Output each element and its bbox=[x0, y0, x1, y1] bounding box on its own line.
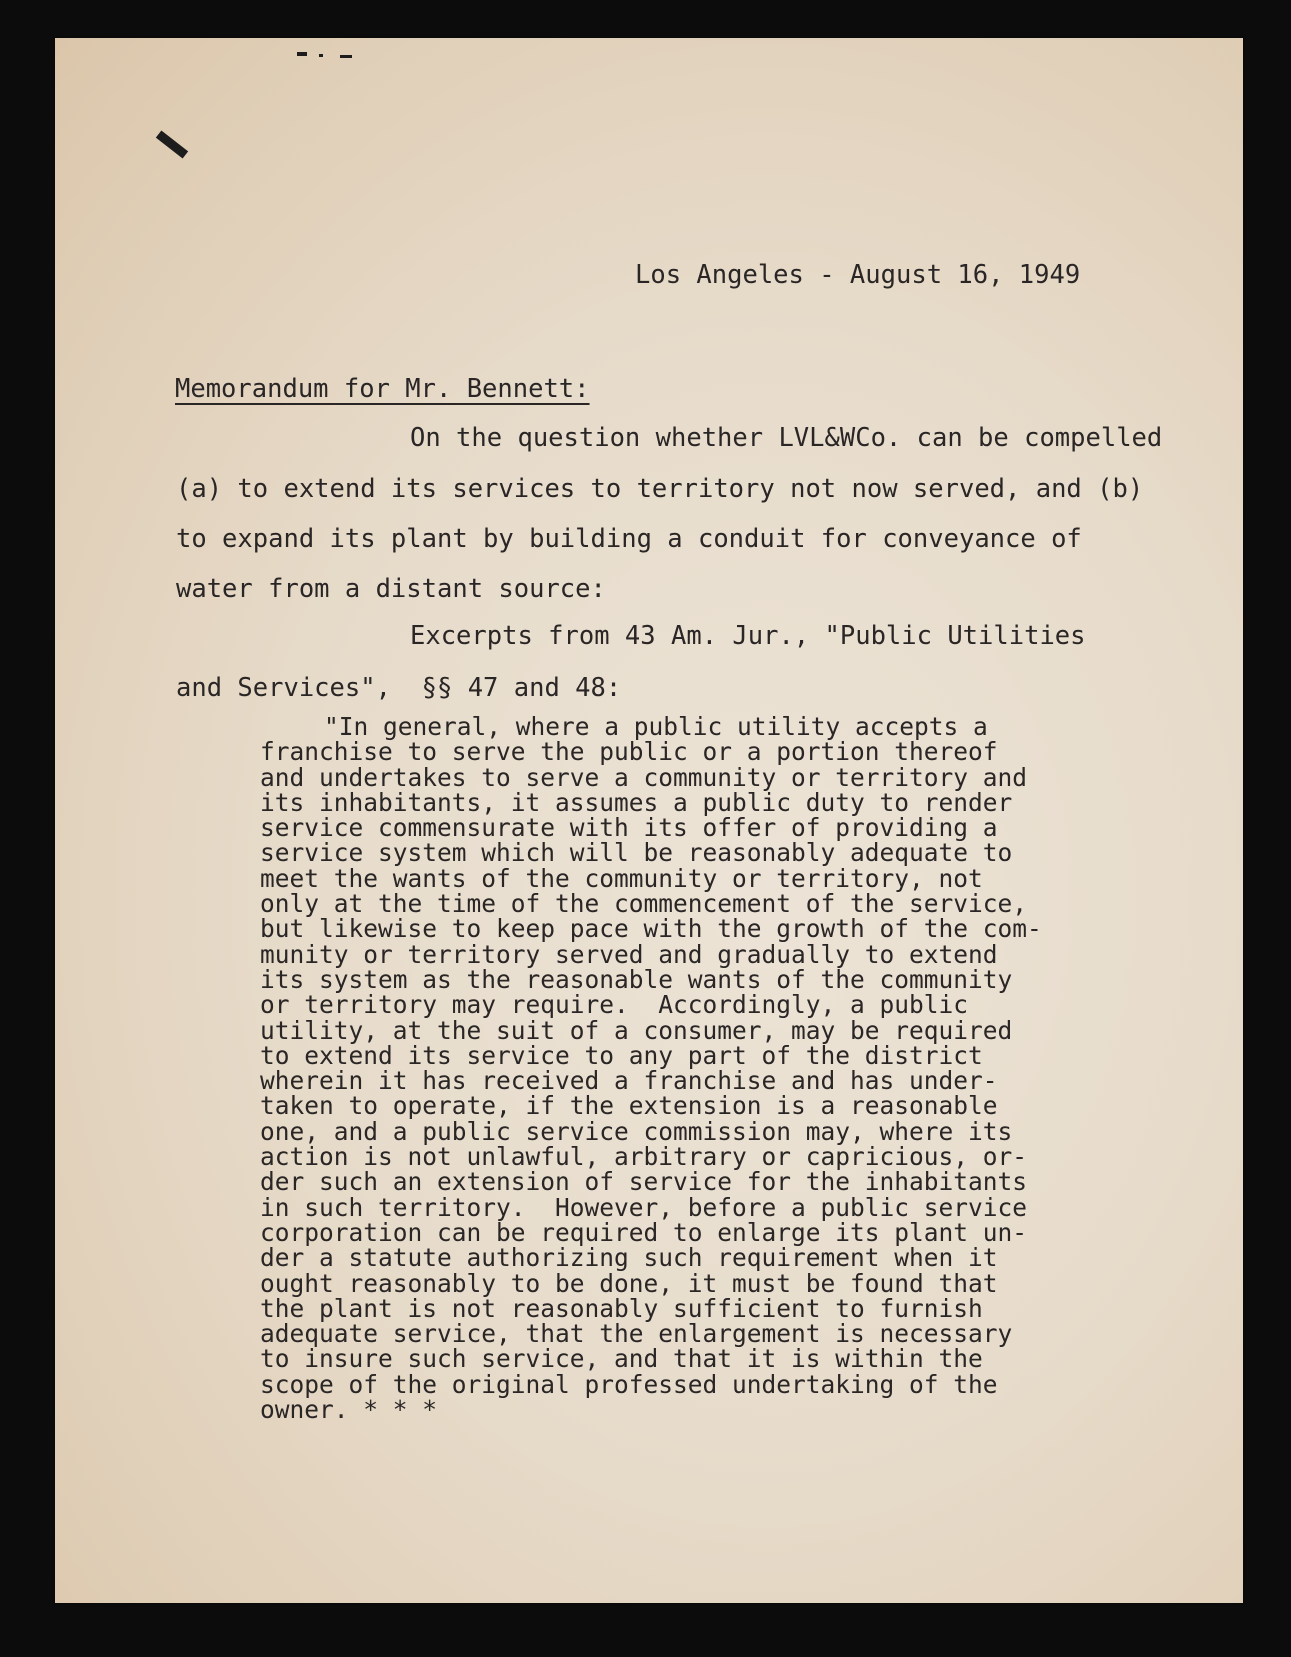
quote-line: only at the time of the commencement of the service, bbox=[260, 889, 1028, 919]
quote-line: corporation can be required to enlarge its plant un- bbox=[260, 1217, 1028, 1247]
document-page bbox=[55, 38, 1243, 1603]
quote-line: adequate service, that the enlargement is necessary bbox=[260, 1319, 1013, 1349]
paragraph-line: and Services", §§ 47 and 48: bbox=[176, 673, 622, 703]
quote-line: action is not unlawful, arbitrary or capricious, or- bbox=[260, 1142, 1028, 1172]
quote-line: its system as the reasonable wants of the community bbox=[260, 964, 1013, 994]
quote-line: munity or territory served and gradually to extend bbox=[260, 939, 998, 969]
quote-line: one, and a public service commission may, where its bbox=[260, 1116, 1013, 1146]
paragraph-line: Excerpts from 43 Am. Jur., "Public Utilities bbox=[410, 621, 1086, 651]
quote-line: its inhabitants, it assumes a public duty to render bbox=[260, 787, 1013, 817]
quote-line: service commensurate with its offer of providing a bbox=[260, 813, 998, 843]
quote-line: in such territory. However, before a public service bbox=[260, 1192, 1028, 1222]
quote-line: wherein it has received a franchise and has under- bbox=[260, 1066, 998, 1096]
place-date: Los Angeles - August 16, 1949 bbox=[635, 260, 1081, 290]
quote-line: der a statute authorizing such requirement when it bbox=[260, 1243, 998, 1273]
memo-title: Memorandum for Mr. Bennett: bbox=[175, 374, 590, 404]
quote-line: scope of the original professed undertaking of the bbox=[260, 1369, 998, 1399]
quote-line: meet the wants of the community or territory, not bbox=[260, 863, 983, 893]
ink-mark bbox=[340, 55, 352, 58]
quote-line: owner. * * * bbox=[260, 1395, 438, 1425]
paragraph-line: to expand its plant by building a conduit for conveyance of bbox=[176, 524, 1082, 554]
quote-line: service system which will be reasonably adequate to bbox=[260, 838, 1013, 868]
paragraph-line: water from a distant source: bbox=[176, 574, 606, 604]
paragraph-line: On the question whether LVL&WCo. can be compelled bbox=[410, 423, 1163, 453]
quote-line: and undertakes to serve a community or territory and bbox=[260, 762, 1028, 792]
quote-line: to insure such service, and that it is within the bbox=[260, 1344, 983, 1374]
ink-mark bbox=[319, 54, 323, 57]
quote-line: the plant is not reasonably sufficient to furnish bbox=[260, 1293, 983, 1323]
quote-line: taken to operate, if the extension is a reasonable bbox=[260, 1091, 998, 1121]
ink-mark bbox=[297, 52, 307, 56]
paragraph-line: (a) to extend its services to territory not now served, and (b) bbox=[176, 474, 1144, 504]
quote-line: to extend its service to any part of the district bbox=[260, 1040, 983, 1070]
ink-mark bbox=[156, 130, 188, 158]
quote-line: franchise to serve the public or a portion thereof bbox=[260, 737, 998, 767]
quote-line: "In general, where a public utility accepts a bbox=[324, 712, 988, 741]
quote-line: utility, at the suit of a consumer, may be required bbox=[260, 1015, 1013, 1045]
quote-line: or territory may require. Accordingly, a public bbox=[260, 990, 969, 1020]
quoted-excerpt bbox=[260, 712, 1140, 1425]
quote-line: der such an extension of service for the inhabitants bbox=[260, 1167, 1028, 1197]
quote-line: but likewise to keep pace with the growth of the com- bbox=[260, 914, 1042, 944]
quote-line: ought reasonably to be done, it must be found that bbox=[260, 1268, 998, 1298]
